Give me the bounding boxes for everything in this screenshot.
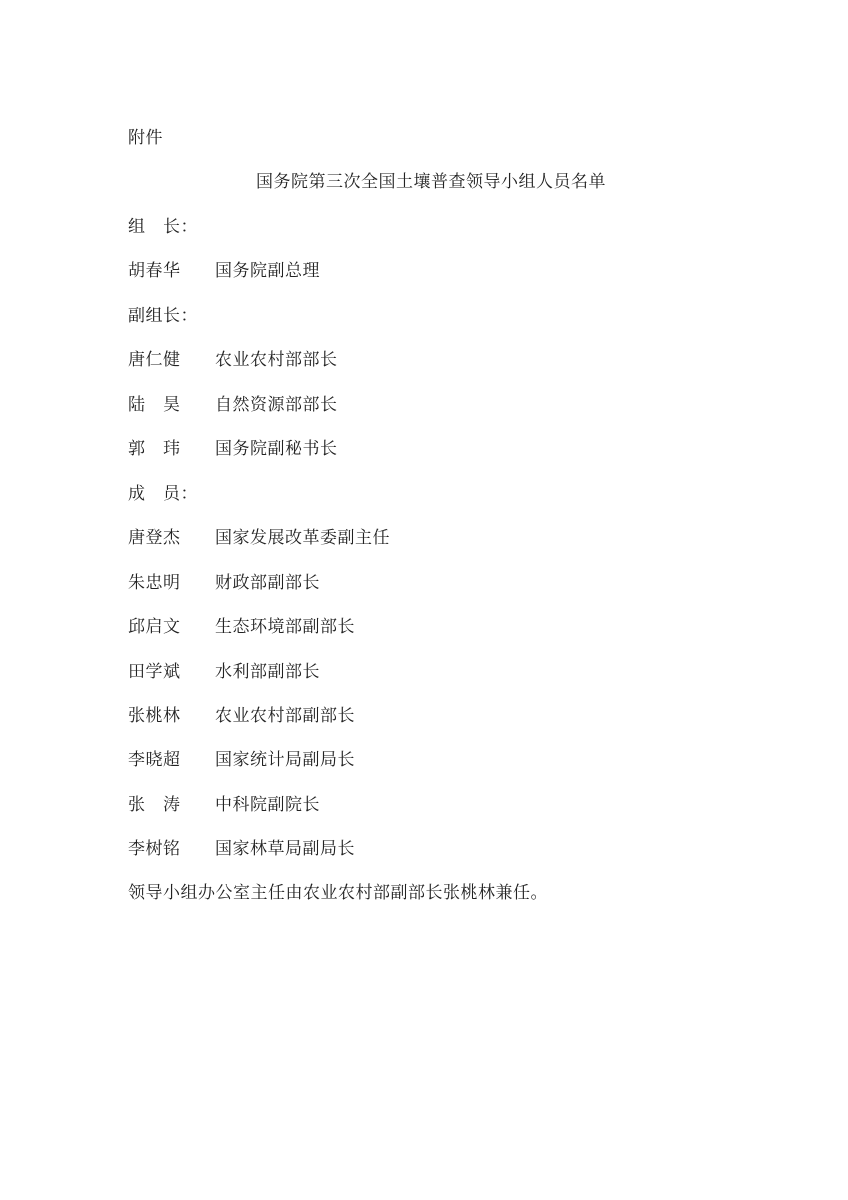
deputy-role: 国务院副秘书长 bbox=[215, 439, 338, 459]
section-deputy-heading: 副组长： bbox=[128, 306, 198, 326]
member-role: 国家林草局副局长 bbox=[215, 839, 355, 859]
member-name: 张 涛 bbox=[128, 795, 181, 815]
member-name: 朱忠明 bbox=[128, 573, 181, 593]
attachment-label: 附件 bbox=[128, 128, 163, 148]
member-role: 农业农村部副部长 bbox=[215, 706, 355, 726]
section-leader-heading: 组 长： bbox=[128, 217, 198, 237]
member-role: 财政部副部长 bbox=[215, 573, 320, 593]
member-role: 水利部副部长 bbox=[215, 662, 320, 682]
leader-role: 国务院副总理 bbox=[215, 261, 320, 281]
member-name: 田学斌 bbox=[128, 662, 181, 682]
member-name: 张桃林 bbox=[128, 706, 181, 726]
document-title: 国务院第三次全国土壤普查领导小组人员名单 bbox=[256, 172, 606, 192]
member-role: 国家发展改革委副主任 bbox=[215, 528, 390, 548]
deputy-name: 唐仁健 bbox=[128, 350, 181, 370]
section-members-heading: 成 员： bbox=[128, 484, 198, 504]
member-name: 唐登杰 bbox=[128, 528, 181, 548]
leader-name: 胡春华 bbox=[128, 261, 181, 281]
office-director-note: 领导小组办公室主任由农业农村部副部长张桃林兼任。 bbox=[128, 883, 548, 903]
deputy-name: 郭 玮 bbox=[128, 439, 181, 459]
member-name: 李晓超 bbox=[128, 750, 181, 770]
member-name: 李树铭 bbox=[128, 839, 181, 859]
deputy-role: 农业农村部部长 bbox=[215, 350, 338, 370]
member-role: 国家统计局副局长 bbox=[215, 750, 355, 770]
member-role: 生态环境部副部长 bbox=[215, 617, 355, 637]
member-role: 中科院副院长 bbox=[215, 795, 320, 815]
deputy-name: 陆 昊 bbox=[128, 395, 181, 415]
deputy-role: 自然资源部部长 bbox=[215, 395, 338, 415]
member-name: 邱启文 bbox=[128, 617, 181, 637]
